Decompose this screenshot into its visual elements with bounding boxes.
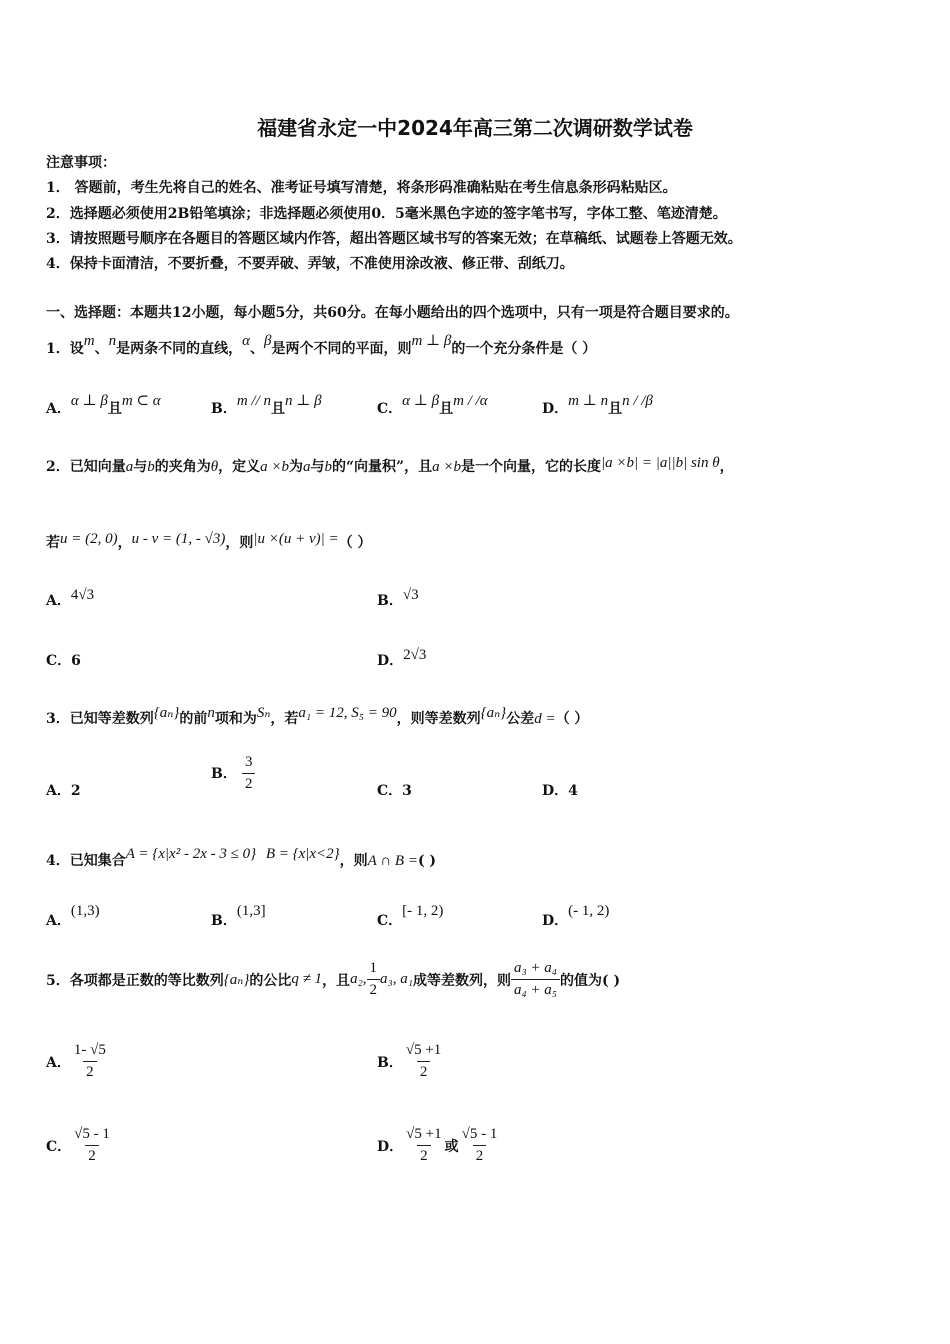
q5-half-fraction: $\frac{1}{2}$	[367, 960, 381, 999]
question-2-stem-line1: 2．已知向量a与b的夹角为θ，定义a ×b为a与b的“向量积”，且a ×b是一个向量，它的长度|a ×b| = |a||b| sin θ，	[46, 455, 734, 475]
q2-option-d[interactable]: D．2√3	[377, 647, 427, 669]
q3-option-a[interactable]: A．2	[46, 783, 81, 799]
q5-option-d-fraction-2: $\frac{√5 - 1}{2}$	[461, 1126, 498, 1164]
q5-ratio-fraction: $\frac{\text{a₃ + a₄}}{\text{a₄ + a₅}}$	[511, 960, 560, 999]
q5-option-c-fraction: $\frac{√5 - 1}{2}$	[74, 1126, 110, 1164]
q5-option-d[interactable]: D． $\frac{√5 +1}{2}$ 或 $\frac{√5 - 1}{2}$	[377, 1126, 500, 1165]
q1-n: n	[108, 333, 117, 349]
q4-option-b[interactable]: B．(1,3]	[211, 903, 266, 929]
q5-option-c[interactable]: C． $\frac{√5 - 1}{2}$	[46, 1126, 113, 1165]
q1-suffix: 的一个充分条件是（ ）	[451, 341, 597, 357]
q5-option-b-fraction: $\frac{√5 +1}{2}$	[405, 1042, 442, 1080]
question-4-stem: 4．已知集合A = {x|x² - 2x - 3 ≤ 0} B = {x|x<2}，则A ∩ B =( )	[46, 846, 437, 869]
q1-condition: m ⊥ β	[411, 333, 452, 349]
q5-option-a[interactable]: A． $\frac{1- √5}{2}$	[46, 1042, 109, 1081]
question-5-stem: 5．各项都是正数的等比数列 {aₙ} 的公比 q ≠ 1 ，且 a₂, $\frac{1}{2}$ a₃, a₁ 成等差数列，则 $\frac{\text{a₃ + a₄}}{\text{a₄ + a₅}}$ 的值为( )	[46, 960, 621, 998]
q3-option-b[interactable]: B． $\frac{3}{2}$	[211, 754, 255, 793]
q1-option-b[interactable]: B．m // n且n ⊥ β	[211, 393, 322, 417]
q1-m: m	[83, 333, 95, 349]
question-3-stem: 3．已知等差数列{aₙ}的前n项和为Sₙ，若a₁ = 12, S₅ = 90，则等差数列{aₙ}公差d =（ ）	[46, 705, 589, 727]
q5-option-b[interactable]: B． $\frac{√5 +1}{2}$	[377, 1042, 444, 1081]
notes-heading: 注意事项：	[46, 155, 116, 171]
q2-option-c[interactable]: C．6	[46, 653, 81, 669]
q4-option-a[interactable]: A．(1,3)	[46, 903, 100, 929]
q3-option-b-fraction: $\frac{3}{2}$	[242, 754, 256, 793]
question-2-stem-line2: 若u = (2, 0)，u - v = (1, - √3)，则|u ×(u + v)| =（ ）	[46, 531, 372, 551]
note-item-3: 3．请按照题号顺序在各题目的答题区域内作答，超出答题区域书写的答案无效；在草稿纸、试题卷上答题无效。	[46, 231, 742, 247]
note-item-4: 4．保持卡面清洁，不要折叠，不要弄破、弄皱，不准使用涂改液、修正带、刮纸刀。	[46, 256, 574, 272]
q1-mid1: 是两条不同的直线，	[116, 341, 243, 357]
q2-length-formula: |a ×b| = |a||b| sin θ	[600, 455, 720, 471]
q1-option-c[interactable]: C．α ⊥ β且m / /α	[377, 393, 488, 417]
question-1-stem	[46, 333, 597, 358]
q1-option-d[interactable]: D．m ⊥ n且n / /β	[542, 393, 653, 417]
note-item-2: 2．选择题必须使用2B铅笔填涂；非选择题必须使用0．5毫米黑色字迹的签字笔书写，字体工整、笔迹清楚。	[46, 206, 727, 222]
q3-option-d[interactable]: D．4	[542, 783, 578, 799]
q5-option-a-fraction: $\frac{1- √5}{2}$	[73, 1042, 106, 1080]
q1-option-a[interactable]: A．α ⊥ β且m ⊂ α	[46, 393, 161, 417]
note-item-1: 1． 答题前，考生先将自己的姓名、准考证号填写清楚，将条形码准确粘贴在考生信息条形码粘贴区。	[46, 180, 677, 196]
q2-option-a[interactable]: A．4√3	[46, 587, 95, 609]
q3-option-c[interactable]: C．3	[377, 783, 412, 799]
q4-option-d[interactable]: D．(- 1, 2)	[542, 903, 610, 929]
q1-mid2: 是两个不同的平面，则	[271, 341, 412, 357]
q5-option-d-fraction-1: $\frac{√5 +1}{2}$	[406, 1126, 442, 1164]
q4-set-b: B = {x|x<2}	[265, 846, 340, 862]
section-heading: 一、选择题：本题共12小题，每小题5分，共60分。在每小题给出的四个选项中，只有一项是符合题目要求的。	[46, 305, 739, 321]
q1-beta: β	[263, 333, 272, 349]
q4-option-c[interactable]: C．[- 1, 2)	[377, 903, 444, 929]
q1-prefix: 1．设	[46, 341, 84, 357]
q1-alpha: α	[242, 333, 250, 349]
page-title: 福建省永定一中2024年高三第二次调研数学试卷	[257, 116, 693, 140]
q4-set-a: A = {x|x² - 2x - 3 ≤ 0}	[125, 846, 257, 862]
q1-sep1: 、	[94, 341, 109, 357]
q2-option-b[interactable]: B．√3	[377, 587, 419, 609]
q1-sep2: 、	[249, 341, 264, 357]
